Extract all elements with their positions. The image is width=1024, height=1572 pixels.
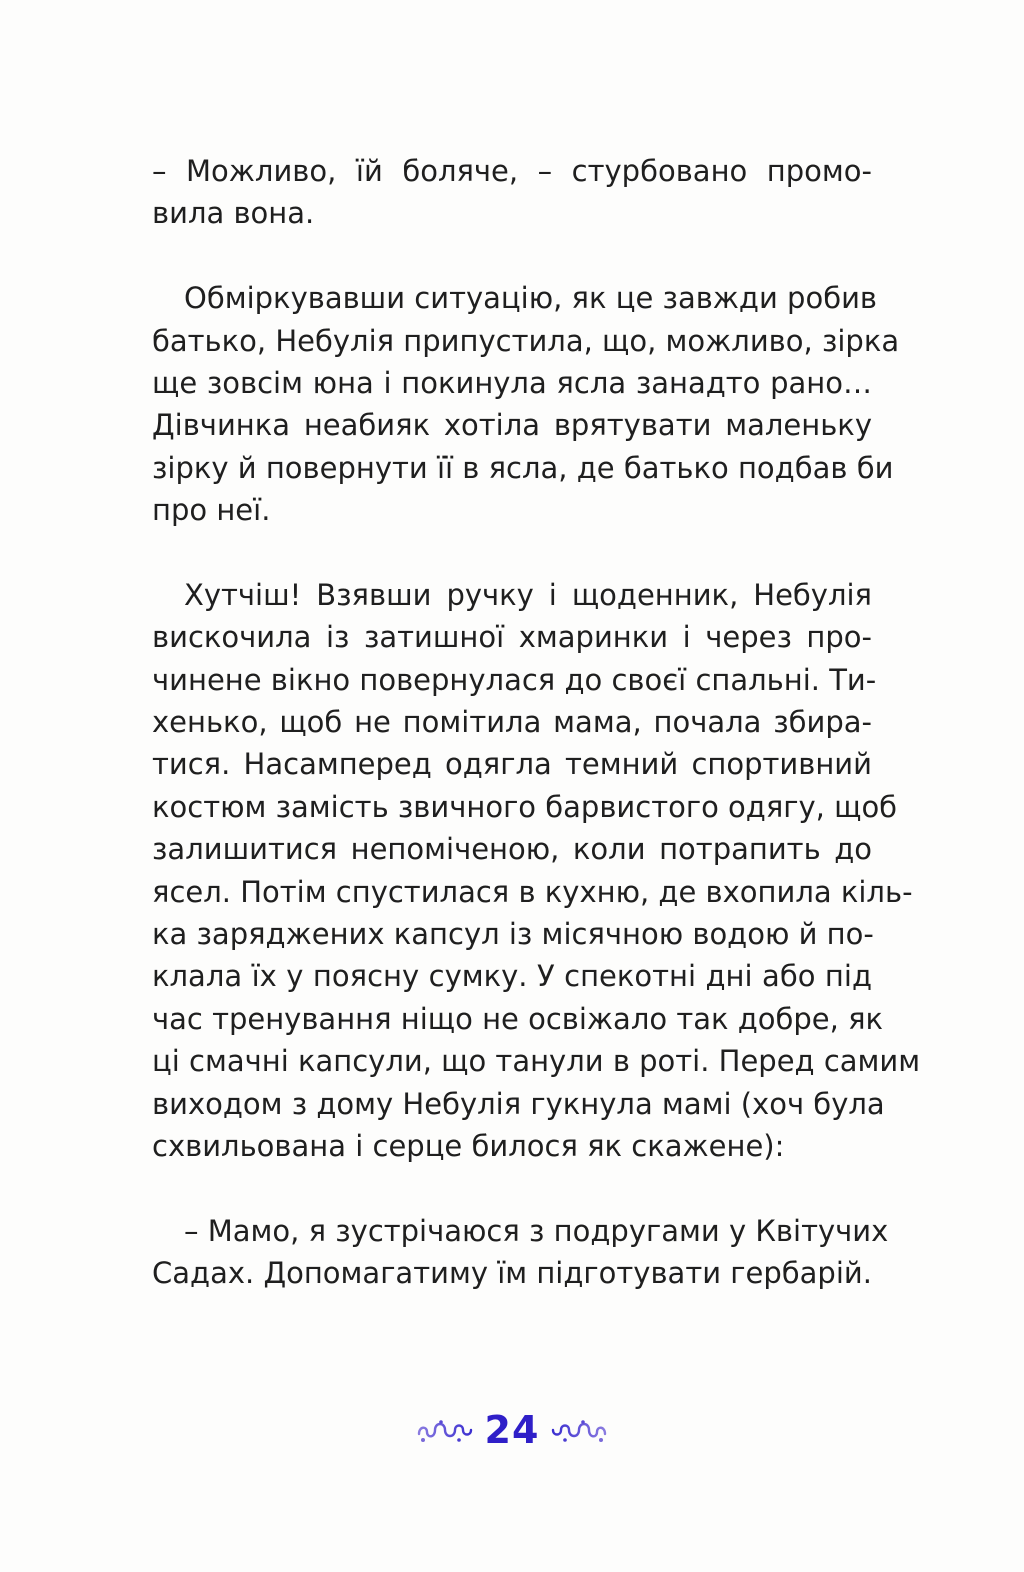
text-line: чинене вікно повернулася до своєї спальні. Ти- bbox=[152, 662, 877, 697]
text-line: батько, Небулія припустила, що, можливо, зірка bbox=[152, 323, 900, 358]
text-line: виходом з дому Небулія гукнула мамі (хоч була bbox=[152, 1086, 885, 1121]
paragraph-4 bbox=[152, 1210, 889, 1295]
text-line: схвильована і серце билося як скажене): bbox=[152, 1128, 785, 1163]
text-line: час тренування ніщо не освіжало так добре, як bbox=[152, 1001, 884, 1036]
paragraph-2 bbox=[152, 277, 900, 531]
swirl-ornament-icon bbox=[415, 1414, 475, 1446]
text-line: про неї. bbox=[152, 493, 271, 528]
text-line: вила вона. bbox=[152, 196, 315, 231]
text-line: вискочила із затишної хмаринки і через про- bbox=[152, 620, 872, 655]
text-line: Обміркувавши ситуацію, як це завжди робив bbox=[184, 281, 878, 316]
page-number: 24 bbox=[484, 1408, 540, 1452]
paragraph-1 bbox=[152, 150, 872, 235]
text-line: костюм замість звичного барвистого одягу, щоб bbox=[152, 789, 898, 824]
text-line: ще зовсім юна і покинула ясла занадто рано… bbox=[152, 365, 872, 400]
paragraph-3 bbox=[152, 574, 921, 1167]
text-line: Садах. Допомагатиму їм підготувати гербарій. bbox=[152, 1256, 872, 1291]
text-line: клала їх у поясну сумку. У спекотні дні або під bbox=[152, 959, 872, 994]
text-line: ці смачні капсули, що танули в роті. Перед самим bbox=[152, 1044, 921, 1079]
body-text bbox=[152, 150, 921, 1295]
text-line: тися. Насамперед одягла темний спортивний bbox=[152, 747, 872, 782]
text-line: – Можливо, їй боляче, – стурбовано промо- bbox=[152, 154, 872, 188]
text-line: Хутчіш! Взявши ручку і щоденник, Небулія bbox=[184, 577, 872, 612]
text-line: – Мамо, я зустрічаюся з подругами у Квітучих bbox=[184, 1213, 889, 1248]
page-footer bbox=[0, 1405, 1024, 1455]
swirl-ornament-icon bbox=[549, 1414, 609, 1446]
text-line: хенько, щоб не помітила мама, почала збира- bbox=[152, 705, 872, 740]
text-line: Дівчинка неабияк хотіла врятувати маленьку bbox=[152, 408, 872, 443]
text-line: ясел. Потім спустилася в кухню, де вхопила кіль- bbox=[152, 874, 913, 909]
text-line: зірку й повернути її в ясла, де батько подбав би bbox=[152, 450, 894, 485]
text-line: ка заряджених капсул із місячною водою й по- bbox=[152, 917, 874, 952]
text-line: залишитися непоміченою, коли потрапить до bbox=[152, 832, 872, 867]
